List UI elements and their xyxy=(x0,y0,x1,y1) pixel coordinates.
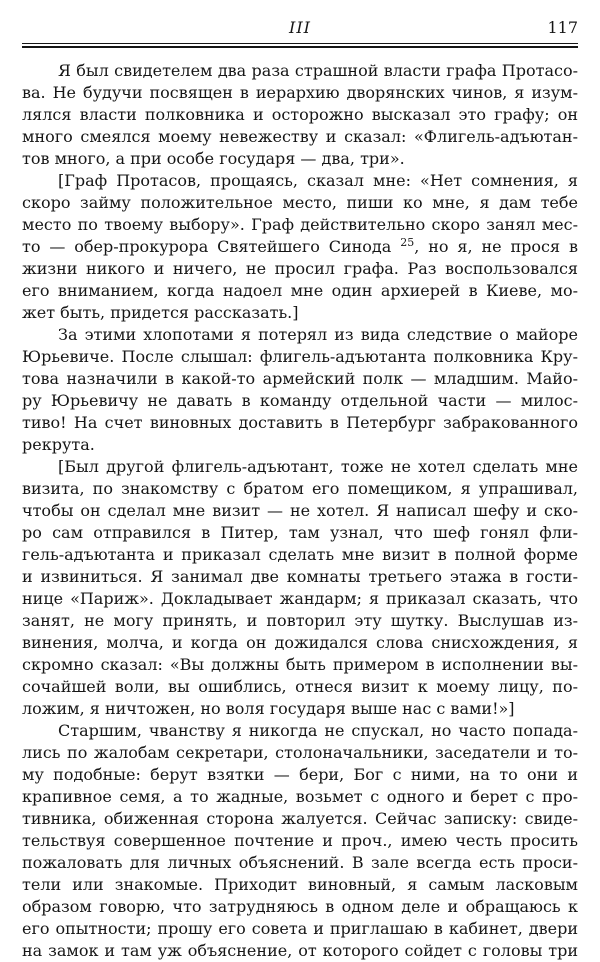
text-line: место по твоему выбору». Граф действительно скоро занял мес- xyxy=(22,215,578,234)
text-line: жизни никого и ничего, не просил графа. Раз воспользовался xyxy=(22,259,578,278)
text-line: ру Юрьевичу не давать в команду отдельной части — милос- xyxy=(22,391,578,410)
text-segment: , но я, не прося в xyxy=(414,237,578,256)
text-line: За этими хлопотами я потерял из вида следствие о майоре xyxy=(58,325,578,344)
page-number: 117 xyxy=(547,18,578,37)
text-line: Старшим, чванству я никогда не спускал, но часто попада- xyxy=(58,721,578,740)
text-line: образом говорю, что затрудняюсь в одном деле и обращаюсь к xyxy=(22,897,578,916)
body-text xyxy=(22,60,578,962)
text-line: Я был свидетелем два раза страшной власти графа Протасо- xyxy=(58,61,578,80)
text-line: занят, не могу принять, и повторил эту шутку. Выслушав из- xyxy=(22,611,578,630)
text-line: много смеялся моему невежеству и сказал: «Флигель-адъютан- xyxy=(22,127,578,146)
text-line: ва. Не будучи посвящен в иерархию дворянских чинов, я изум- xyxy=(22,83,578,102)
paragraph xyxy=(22,60,578,170)
text-line: Юрьевиче. После слышал: флигель-адъютанта полковника Кру- xyxy=(22,347,578,366)
text-line: гель-адъютанта и приказал сделать мне визит в полной форме xyxy=(22,545,578,564)
footnote-marker: 25 xyxy=(400,236,415,249)
header-rule-thick xyxy=(22,46,578,48)
text-line: тивника, обиженная сторона жалуется. Сейчас записку: свиде- xyxy=(22,809,578,828)
text-line: его опытности; прошу его совета и приглашаю в кабинет, двери xyxy=(22,919,578,938)
header-rule-thin xyxy=(22,43,578,44)
text-line: лялся власти полковника и осторожно высказал это графу; он xyxy=(22,105,578,124)
text-line: [Был другой флигель-адъютант, тоже не хотел сделать мне xyxy=(58,457,578,476)
text-line: тиво! На счет виновных доставить в Петербург забракованного xyxy=(22,413,578,432)
text-line: визита, по знакомству с братом его помещиком, я упрашивал, xyxy=(22,479,578,498)
text-line: чтобы он сделал мне визит — не хотел. Я написал шефу и ско- xyxy=(22,501,578,520)
text-line: лись по жалобам секретари, столоначальники, заседатели и то- xyxy=(22,743,578,762)
text-line: пожаловать для личных объяснений. В зале всегда есть проси- xyxy=(22,853,578,872)
paragraph xyxy=(22,720,578,962)
text-line: тели или знакомые. Приходит виновный, я самым ласковым xyxy=(22,875,578,894)
text-line: его вниманием, когда надоел мне один архиерей в Киеве, мо- xyxy=(22,281,578,300)
text-line: скоро займу положительное место, пиши ко мне, я дам тебе xyxy=(22,193,578,212)
text-line: жет быть, придется рассказать.] xyxy=(22,303,299,322)
paragraph xyxy=(22,170,578,324)
text-line: и извиниться. Я занимал две комнаты третьего этажа в гости- xyxy=(22,567,578,586)
text-line: скромно сказал: «Вы должны быть примером в исполнении вы- xyxy=(22,655,578,674)
text-line: на замок и там уж объяснение, от которого сойдет с головы три xyxy=(22,941,578,960)
text-line: крапивное семя, а то жадные, возьмет с одного и берет с про- xyxy=(22,787,578,806)
text-line: тов много, а при особе государя — два, три». xyxy=(22,149,405,168)
text-line: рекрута. xyxy=(22,435,95,454)
text-line xyxy=(22,236,578,258)
paragraph xyxy=(22,456,578,720)
text-line: [Граф Протасов, прощаясь, сказал мне: «Нет сомнения, я xyxy=(58,171,578,190)
running-head xyxy=(22,18,578,42)
paragraph xyxy=(22,324,578,456)
text-line: ложим, я ничтожен, но воля государя выше нас с вами!»] xyxy=(22,699,515,718)
text-line: винения, молча, и когда он дожидался слова снисхождения, я xyxy=(22,633,578,652)
text-line: това назначили в какой-то армейский полк — младшим. Майо- xyxy=(22,369,578,388)
running-title: III xyxy=(289,18,311,37)
text-segment: то — обер-прокурора Святейшего Синода xyxy=(22,237,392,256)
text-line: му подобные: берут взятки — бери, Бог с ними, на то они и xyxy=(22,765,578,784)
text-line: ро сам отправился в Питер, там узнал, что шеф гонял фли- xyxy=(22,523,578,542)
text-line: нице «Париж». Докладывает жандарм; я приказал сказать, что xyxy=(22,589,578,608)
text-line: тельствуя совершенное почтение и проч., имею честь просить xyxy=(22,831,578,850)
text-line: сочайшей воли, вы ошиблись, отнеся визит к моему лицу, по- xyxy=(22,677,578,696)
